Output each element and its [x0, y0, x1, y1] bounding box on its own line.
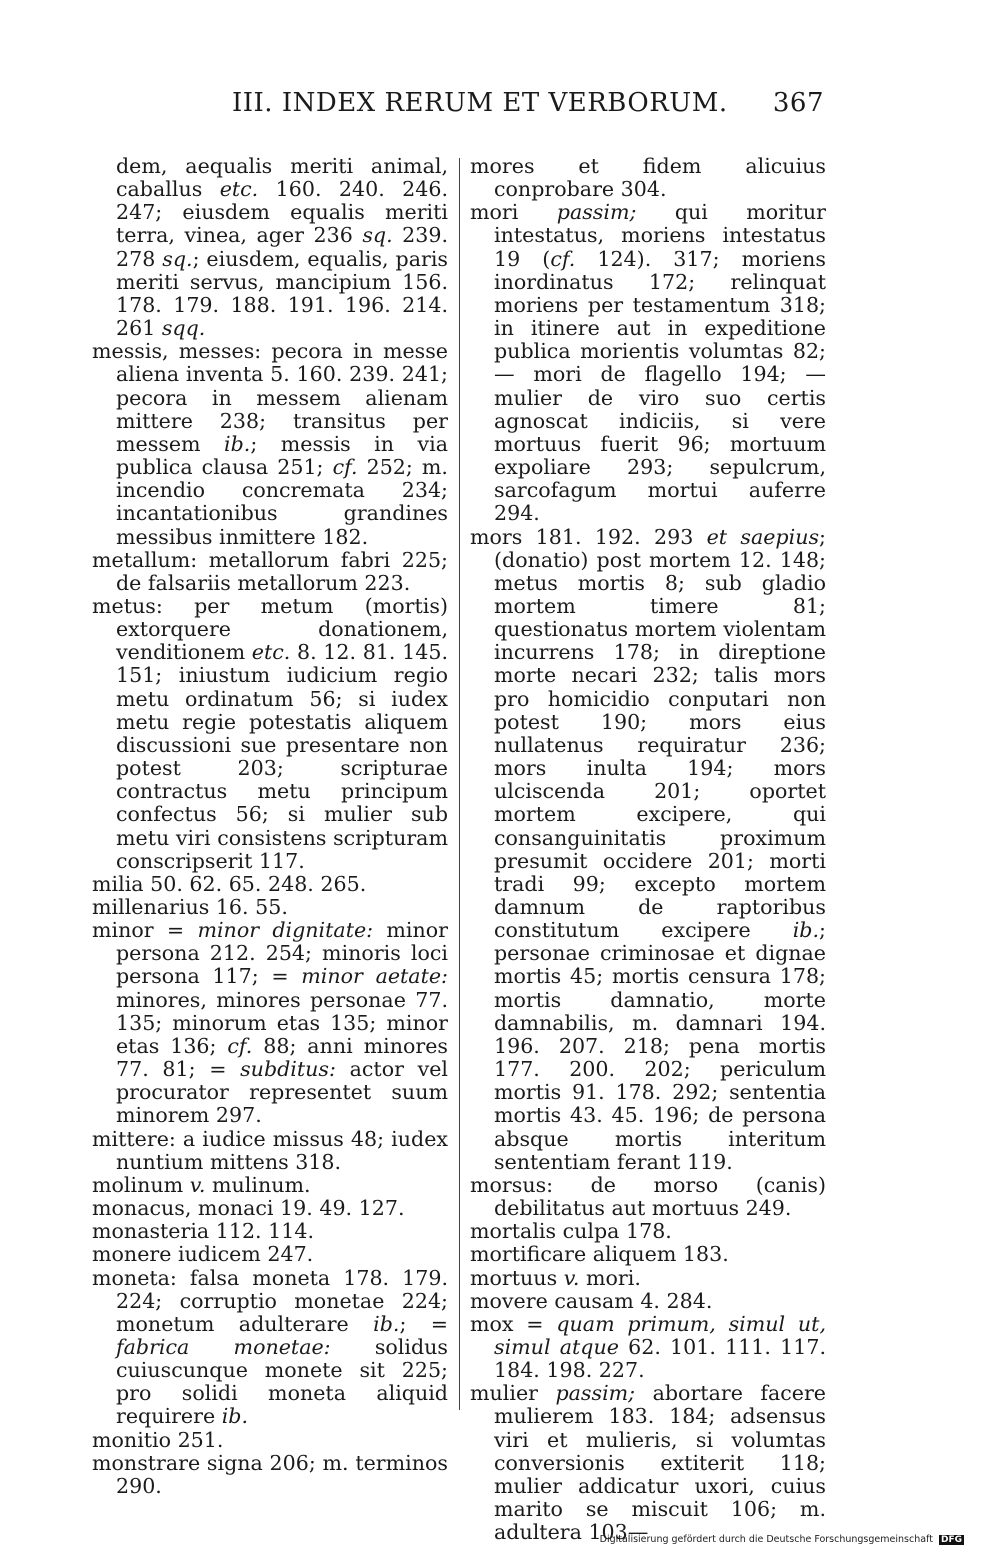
entry-italic-text: etc.	[251, 640, 291, 665]
entry-text: milia 50. 62. 65. 248. 265.	[92, 871, 367, 896]
running-header	[232, 88, 824, 128]
index-entry	[470, 201, 826, 525]
index-entry	[92, 1128, 448, 1174]
entry-text: monere iudicem 247.	[92, 1242, 314, 1267]
entry-text: ; (donatio) post mortem 12. 148; metus mortis 8; sub gladio mortem timere 81; questionatus mortem violentam incurrens 178; in direptione morte necari 232; talis mors pro homicidio conputari non potest 190; mors eius nullatenus requiratur 236; mors inulta 194; mors ulciscenda 201; oportet mortem excipere, qui consanguinitatis proximum presumit occidere 201; morti tradi 99; excepto mortem damnum de raptoribus constitutum excipere	[494, 524, 826, 943]
entry-italic-text: cf.	[227, 1033, 253, 1058]
entry-text: messis, messes: pecora in messe aliena inventa 5. 160. 239. 241; pecora in messem alienam mittere 238; transitus per messem	[92, 339, 448, 456]
index-entry	[92, 595, 448, 873]
entry-text: metus: per metum (mortis) extorquere donationem, venditionem	[92, 593, 448, 665]
entry-text: moneta: falsa moneta 178. 179. 224; corruptio monetae 224; monetum adulterare	[92, 1265, 448, 1336]
index-entry	[470, 155, 826, 201]
index-entry	[470, 1313, 826, 1382]
entry-text: monasteria 112. 114.	[92, 1219, 315, 1244]
entry-italic-text: sqq.	[161, 316, 206, 341]
entry-italic-text: minor aetate:	[301, 964, 448, 989]
index-entry	[92, 155, 448, 340]
entry-italic-text: ib.	[221, 1404, 249, 1429]
entry-text: 88; anni minores 77. 81; =	[116, 1033, 448, 1082]
entry-text: ; messis in via publica clausa 251;	[116, 431, 448, 480]
entry-text: minor persona 212. 254; minoris loci persona 117; =	[116, 918, 448, 989]
entry-text: mortuus	[470, 1265, 564, 1290]
entry-text: mors 181. 192. 293	[470, 524, 707, 549]
entry-text: mulinum.	[205, 1172, 311, 1197]
index-entry	[92, 919, 448, 1127]
entry-text: mittere: a iudice missus 48; iudex nuntium mittens 318.	[92, 1126, 448, 1174]
entry-text: monitio 251.	[92, 1427, 224, 1452]
index-entry	[470, 1174, 826, 1220]
entry-italic-text: sq.	[362, 223, 393, 248]
entry-italic-text: subditus:	[240, 1057, 336, 1082]
entry-text: 160. 240. 246. 247; eiusdem equalis meriti terra, vinea, ager 236	[116, 177, 448, 248]
entry-text: actor vel procurator representet suum minorem 297.	[116, 1057, 448, 1128]
entry-text: minor =	[92, 918, 198, 943]
entry-text: 8. 12. 81. 145. 151; iniustum iudicium regio metu ordinatum 56; si iudex metu regie potestatis aliquem discussioni sue presentare non potest 203; scripturae contractus metu principum confectus 56; si mulier sub metu viri consistens scripturam conscripserit 117.	[116, 640, 448, 873]
index-entry	[92, 1197, 448, 1220]
entry-text: mori.	[579, 1265, 641, 1290]
index-entry	[470, 1220, 826, 1243]
entry-italic-text: et saepius	[706, 524, 820, 549]
index-entry	[92, 1243, 448, 1266]
index-entry	[470, 526, 826, 1174]
entry-text: 239. 278	[116, 223, 448, 271]
entry-italic-text: ib.	[373, 1311, 400, 1336]
entry-text: 124). 317; moriens inordinatus 172; relinquat moriens per testamentum 318; in itinere aut in expeditione publica morientis volumtas 82; — mori de flagello 194; — mulier de viro suo certis agnoscat indiciis, si vere mortuus fuerit 96; mortuum expoliare 293; sepulcrum, sarcofagum mortui auferre 294.	[494, 246, 826, 526]
entry-text: metallum: metallorum fabri 225; de falsariis metallorum 223.	[92, 547, 448, 595]
index-entry	[470, 1267, 826, 1290]
index-entry	[470, 1290, 826, 1313]
entry-text: ; =	[399, 1311, 448, 1336]
entry-text: mori	[470, 200, 557, 225]
index-entry	[92, 873, 448, 896]
index-entry	[470, 1243, 826, 1266]
entry-text: dem, aequalis meriti animal, caballus	[116, 154, 448, 202]
entry-italic-text: ib.	[792, 918, 820, 943]
entry-text: mulier	[470, 1381, 556, 1406]
running-title: III. INDEX RERUM ET VERBORUM.	[232, 88, 728, 118]
column-divider	[459, 158, 460, 1410]
entry-italic-text: passim;	[556, 200, 637, 225]
entry-italic-text: cf.	[332, 455, 358, 480]
index-entry	[92, 1220, 448, 1243]
entry-italic-text: passim;	[555, 1381, 636, 1406]
entry-text: ; eiusdem, equalis, paris meriti servus, mancipium 156. 178. 179. 188. 191. 196. 214. 261	[116, 246, 448, 341]
entry-text: ; personae criminosae et dignae mortis 45; mortis censura 178; mortis damnatio, morte damnabilis, m. damnari 194. 196. 207. 218; pena mortis 177. 200. 202; periculum mortis 91. 178. 292; sententia mortis 43. 45. 196; de persona absque mortis interitum sententiam ferant 119.	[494, 918, 826, 1174]
index-entry	[92, 1429, 448, 1452]
entry-text: abortare facere mulierem 183. 184; adsensus viri et mulieris, si volumtas conversionis extiterit 118; mulier addicatur uxori, cuius marito se miscuit 106; m. adultera 103—	[494, 1381, 826, 1545]
entry-text: solidus cuiuscunque monete sit 225; pro solidi moneta aliquid requirere	[116, 1334, 448, 1429]
entry-italic-text: minor dignitate:	[197, 918, 374, 943]
entry-italic-text: fabrica monetae:	[116, 1334, 331, 1359]
entry-text: mox =	[470, 1311, 557, 1336]
page-number: 367	[772, 88, 824, 118]
entry-text: movere causam 4. 284.	[470, 1288, 713, 1313]
entry-text: 252; m. incendio concremata 234; incantationibus grandines messibus inmittere 182.	[116, 455, 448, 549]
entry-text: mortificare aliquem 183.	[470, 1242, 729, 1267]
index-entry	[92, 1452, 448, 1498]
entry-italic-text: v.	[563, 1265, 580, 1290]
index-column-right	[470, 155, 826, 1544]
entry-text: mores et fidem alicuius conprobare 304.	[470, 154, 826, 202]
entry-text: mortalis culpa 178.	[470, 1219, 672, 1244]
entry-italic-text: quam primum, simul ut, simul atque	[494, 1311, 826, 1359]
credit-text: Digitalisierung gefördert durch die Deutsche Forschungsgemeinschaft	[599, 1534, 933, 1545]
entry-text: minores, minores personae 77. 135; minorum etas 135; minor etas 136;	[116, 987, 448, 1058]
index-entry	[92, 896, 448, 919]
entry-italic-text: etc.	[219, 177, 259, 202]
entry-text: morsus: de morso (canis) debilitatus aut mortuus 249.	[470, 1172, 826, 1221]
index-entry	[470, 1382, 826, 1544]
entry-italic-text: ib.	[224, 431, 251, 456]
index-entry	[92, 1174, 448, 1197]
entry-text: millenarius 16. 55.	[92, 895, 288, 919]
entry-text: monacus, monaci 19. 49. 127.	[92, 1196, 405, 1221]
entry-italic-text: sq.	[162, 246, 193, 271]
index-entry	[92, 549, 448, 595]
index-entry	[92, 1267, 448, 1429]
digitization-credit	[600, 1534, 964, 1545]
dfg-logo: DFG	[940, 1535, 962, 1545]
entry-text: molinum	[92, 1172, 190, 1197]
entry-text: monstrare signa 206; m. terminos 290.	[92, 1450, 448, 1498]
index-column-left	[92, 155, 448, 1498]
entry-italic-text: cf.	[550, 246, 576, 271]
entry-text: qui moritur intestatus, moriens intestatus 19 (	[494, 200, 826, 271]
entry-text: 62. 101. 111. 117. 184. 198. 227.	[494, 1334, 827, 1383]
entry-italic-text: v.	[189, 1172, 206, 1197]
index-entry	[92, 340, 448, 548]
